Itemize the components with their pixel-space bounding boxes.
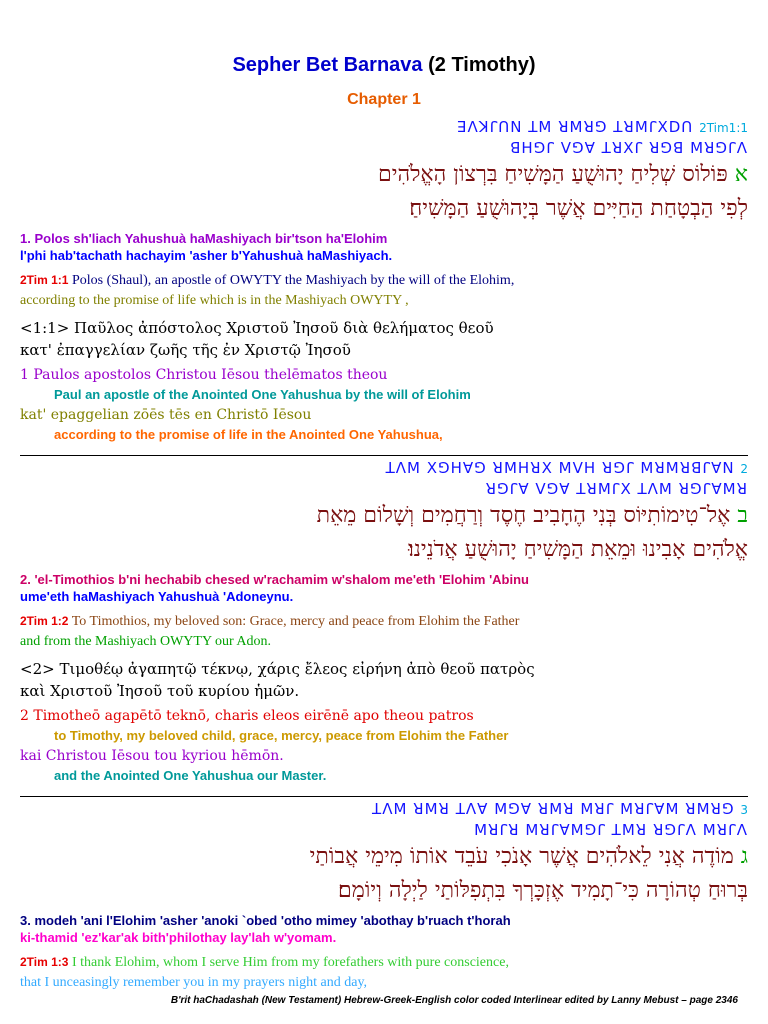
transliteration: 3. modeh 'ani l'Elohim 'asher 'anoki `obed 'otho mimey 'abothay b'ruach t'horah ki-thamid 'ez'kar'ak bith'philothay lay'lah w'yomam. — [20, 913, 511, 945]
paleo-hebrew-line: ꓕꓥꓟ ꓫꓨꓧꓯꓨ ꓤꓟꓧꓤꓫ ꓟꓦꓧ ꓤꓨꓩ ꓟꓤꓟꓤꓭꓩꓯꓠ 2 — [385, 459, 748, 477]
hebrew-line: לְפִי הַבְטָחַת הַחַיִּים אֲשֶׁר בְּיָהוּשֻׁעַ הַמָּשִׁיחַ׃ — [409, 196, 748, 221]
book-title — [20, 54, 748, 77]
paleo-hebrew-line: ꓭꓧꓨꓩ ꓦꓨꓯ ꓕꓤꓫꓩ ꓤꓨꓭ ꓟꓤꓨꓩꓥ — [510, 139, 748, 157]
paleo-hebrew-line: ꓕꓥꓟ ꓤꓟꓤ ꓕꓥꓯ ꓟꓨꓯ ꓤꓟꓤ ꓟꓤꓩ ꓟꓤꓩꓯꓟ ꓤꓟꓤꓨ 3 — [372, 800, 748, 818]
english-translation: 2Tim 1:3 I thank Elohim, whom I serve Him from my forefathers with pure conscience, that I unceasingly remember you in my prayers night and day, — [20, 955, 509, 990]
greek-text: <1:1> Παῦλος ἀπόστολος Χριστοῦ Ἰησοῦ διὰ θελήματος θεοῦ κατ' ἐπαγγελίαν ζωῆς τῆς ἐν Χριστῷ Ἰησοῦ — [20, 319, 494, 359]
transliteration: 2. 'el-Timothios b'ni hechabib chesed w'rachamim w'shalom me'eth 'Elohim 'Abinu ume'eth haMashiyach Yahushuà 'Adoneynu. — [20, 572, 529, 604]
verse-block-1 — [20, 117, 748, 445]
verse-ref: 3 — [740, 803, 748, 817]
hebrew-line: ג מוֹדֶה אֲנִי לֵאלֹהִים אֲשֶׁר אָנֹכִי עֹבֵד אוֹתוֹ מִימֵי אֲבוֹתַי — [309, 844, 748, 869]
hebrew-line: ב אֶל־טִימוֹתִיּוֹס בְּנִי הֶחָבִיב חֶסֶד וְרַחֲמִים וְשָׁלוֹם מֵאֵת — [316, 503, 748, 528]
hebrew-line: א פּוֹלוֹס שְׁלִיחַ יָהוּשֻׁעַ הַמָּשִׁיחַ בִּרְצוֹן הָאֱלֹהִים — [377, 162, 748, 187]
paleo-hebrew-line: ꓟꓤꓩꓤ ꓟꓤꓩꓯꓟꓨꓩ ꓕꓟꓤ ꓤꓨꓩꓥ ꓟꓤꓩꓥ — [474, 821, 748, 839]
verse-ref: 2 — [740, 462, 748, 476]
chapter-heading: Chapter 1 — [347, 91, 421, 108]
greek-transliteration: 1 Paulos apostolos Christou Iēsou thelēmatos theou Paul an apostle of the Anointed One Yahushua by the will of Elohim kat' epaggelian zōēs tēs en Christō Iēsou according to the promise of life in the Anointed One Yahushua, — [20, 367, 471, 442]
greek-text: <2> Τιμοθέῳ ἀγαπητῷ τέκνῳ, χάρις ἔλεος εἰρήνη ἀπὸ θεοῦ πατρὸς καὶ Χριστοῦ Ἰησοῦ τοῦ κυρίου ἡμῶν. — [20, 660, 535, 700]
page-footer: B'rit haChadashah (New Testament) Hebrew-Greek-English color coded Interlinear edited by Lanny Mebust – page 2346 — [170, 995, 738, 1006]
greek-transliteration: 2 Timotheō agapētō teknō, charis eleos eirēnē apo theou patros to Timothy, my beloved child, grace, mercy, peace from Elohim the Father kai Christou Iēsou tou kyriou hēmōn. and the Anointed One Yahushua our Master. — [20, 708, 509, 783]
paleo-hebrew-line: ꓤꓨꓩꓯ ꓦꓨꓯ ꓕꓤꓟꓩꓫ ꓕꓥꓟ ꓤꓨꓩꓯꓟꓤ — [485, 480, 748, 498]
transliteration: 1. Polos sh'liach Yahushuà haMashiyach bir'tson ha'Elohim l'phi hab'tachath hachayim 'asher b'Yahushuà haMashiyach. — [20, 231, 393, 263]
hebrew-line: בְּרוּחַ טְהוֹרָה כִּי־תָמִיד אֶזְכָּרְךָ בִּתְפִלּוֹתַי לַיְלָה וְיוֹמָם׃ — [338, 878, 748, 903]
verse-block-3 — [20, 799, 748, 993]
book-title-paren: (2 Timothy) — [428, 54, 536, 76]
verse-divider — [20, 455, 748, 456]
paleo-hebrew-line: ꓱꓥꓘꓩꓵꓠ ꓕꓟ ꓤꓟꓤꓨ ꓕꓤꓟꓩꓫꓓꓵ 2Tim1:1 — [457, 118, 748, 136]
hebrew-verse-number: ג — [740, 844, 748, 869]
english-translation: 2Tim 1:1 Polos (Shaul), an apostle of OWYTY the Mashiyach by the will of the Elohim, according to the promise of life which is in the Mashiyach OWYTY , — [20, 273, 515, 308]
english-translation: 2Tim 1:2 To Timothios, my beloved son: Grace, mercy and peace from Elohim the Father and from the Mashiyach OWYTY our Adon. — [20, 614, 520, 649]
hebrew-line: אֱלֹהִים אָבִינוּ וּמֵאֵת הַמָּשִׁיחַ יָהוּשֻׁעַ אֲדֹנֵינוּ׃ — [408, 537, 748, 562]
hebrew-verse-number: ב — [737, 503, 748, 528]
verse-ref: 2Tim1:1 — [699, 121, 748, 135]
hebrew-verse-number: א — [734, 162, 748, 187]
document-page — [20, 0, 748, 1012]
verse-block-2 — [20, 458, 748, 786]
book-title-main: Sepher Bet Barnava — [232, 54, 423, 76]
verse-divider — [20, 796, 748, 797]
